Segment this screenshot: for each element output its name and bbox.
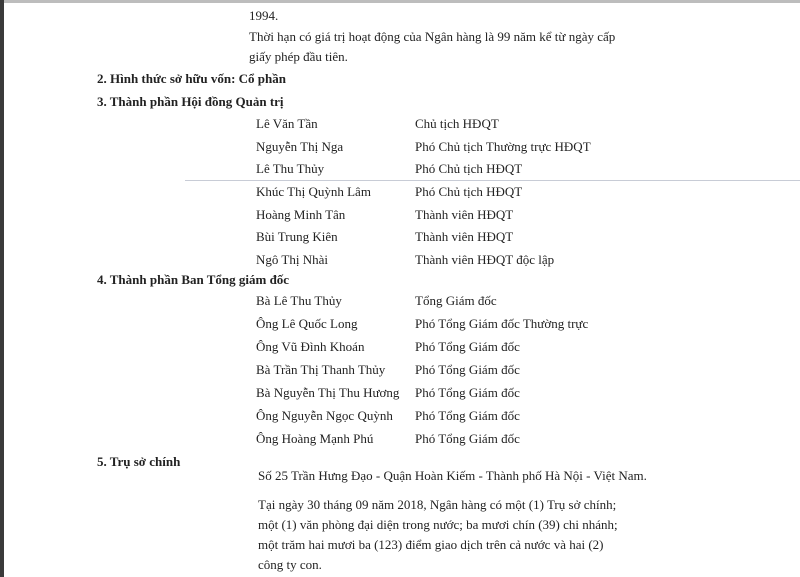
board-member-name: Lê Thu Thủy (256, 161, 325, 176)
management-member-name: Ông Hoàng Mạnh Phú (256, 431, 374, 446)
management-member-role: Tổng Giám đốc (415, 293, 497, 308)
management-member-role: Phó Tổng Giám đốc Thường trực (415, 316, 589, 331)
management-member-role: Phó Tổng Giám đốc (415, 385, 520, 400)
management-member-name: Bà Lê Thu Thủy (256, 293, 342, 308)
management-member-name: Bà Trần Thị Thanh Thủy (256, 362, 386, 377)
management-member-role: Phó Tổng Giám đốc (415, 339, 520, 354)
management-member-name: Bà Nguyễn Thị Thu Hương (256, 385, 400, 400)
management-member-role: Phó Tổng Giám đốc (415, 431, 520, 446)
board-member-name: Nguyễn Thị Nga (256, 139, 344, 154)
management-member-role: Phó Tổng Giám đốc (415, 362, 520, 377)
intro-validity: Thời hạn có giá trị hoạt động của Ngân hàng là 99 năm kể từ ngày cấp giấy phép đầu tiên. (249, 29, 616, 64)
scan-fold-line (185, 180, 800, 181)
board-member-role: Phó Chủ tịch HĐQT (415, 184, 523, 199)
board-member-name: Lê Văn Tần (256, 116, 318, 131)
headquarters-network: Tại ngày 30 tháng 09 năm 2018, Ngân hàng có một (1) Trụ sở chính; một (1) văn phòng đại diện trong nước; ba mươi chín (39) chi nhánh; một trăm hai mươi ba (123) điểm giao dịch trên cả nước và hai (2) công ty con. (258, 497, 618, 572)
board-member-name: Ngô Thị Nhài (256, 252, 328, 267)
management-member-role: Phó Tổng Giám đốc (415, 408, 520, 423)
board-member-role: Thành viên HĐQT (415, 207, 514, 222)
management-member-name: Ông Vũ Đình Khoán (256, 339, 365, 354)
headquarters-heading: 5. Trụ sở chính (97, 454, 181, 469)
management-member-name: Ông Nguyễn Ngọc Quỳnh (256, 408, 393, 423)
management-heading: 4. Thành phần Ban Tổng giám đốc (97, 272, 290, 287)
page-left-edge (0, 0, 4, 577)
board-member-role: Thành viên HĐQT độc lập (415, 252, 555, 267)
board-member-role: Phó Chủ tịch Thường trực HĐQT (415, 139, 591, 154)
board-member-role: Thành viên HĐQT (415, 229, 514, 244)
intro-year: 1994. (249, 8, 279, 23)
board-member-name: Hoàng Minh Tân (256, 207, 346, 222)
board-member-role: Phó Chủ tịch HĐQT (415, 161, 523, 176)
board-member-role: Chủ tịch HĐQT (415, 116, 499, 131)
ownership-heading: 2. Hình thức sở hữu vốn: Cổ phần (97, 71, 286, 86)
management-member-name: Ông Lê Quốc Long (256, 316, 358, 331)
headquarters-address: Số 25 Trần Hưng Đạo - Quận Hoàn Kiếm - Thành phố Hà Nội - Việt Nam. (258, 468, 647, 483)
board-heading: 3. Thành phần Hội đồng Quản trị (97, 94, 284, 109)
page-top-edge (0, 0, 800, 3)
board-member-name: Khúc Thị Quỳnh Lâm (256, 184, 371, 199)
board-member-name: Bùi Trung Kiên (256, 229, 338, 244)
